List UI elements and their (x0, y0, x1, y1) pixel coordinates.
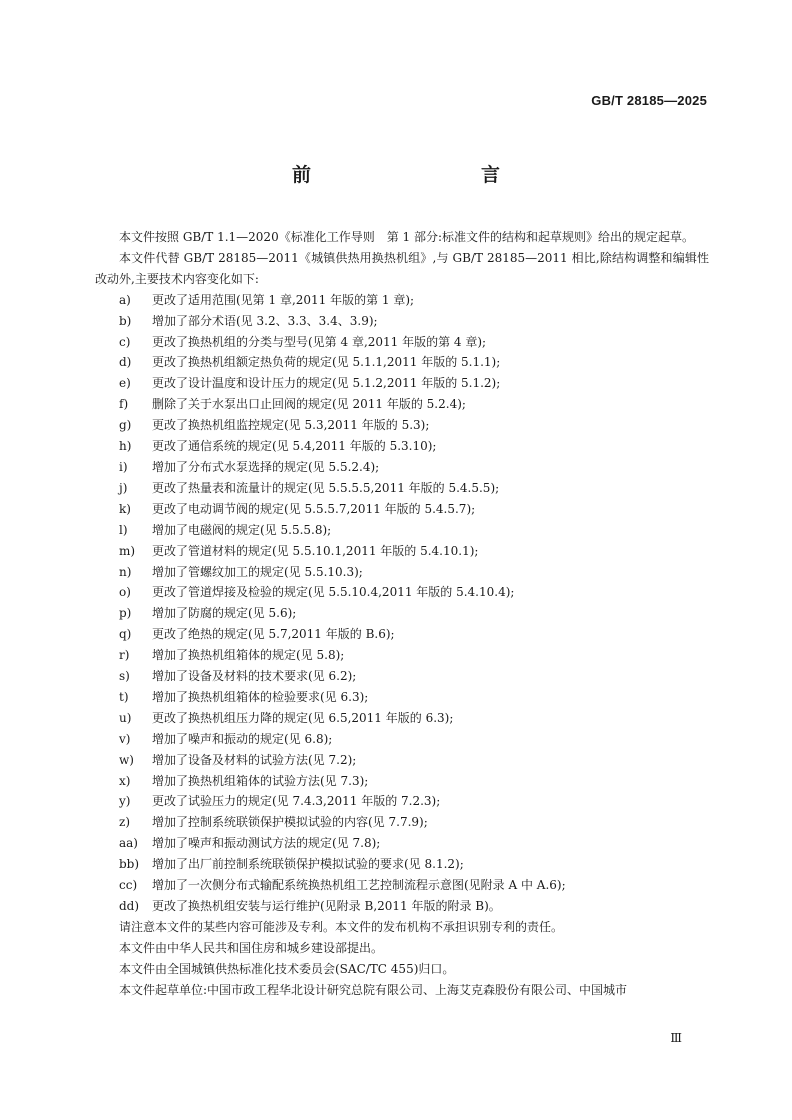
change-item-text: 增加了换热机组箱体的试验方法(见 7.3); (152, 773, 369, 788)
change-item-text: 更改了适用范围(见第 1 章,2011 年版的第 1 章); (152, 292, 415, 307)
change-item (95, 436, 709, 457)
change-item-label: a) (119, 292, 131, 307)
change-item-label: aa) (119, 836, 138, 851)
change-item-text: 更改了换热机组的分类与型号(见第 4 章,2011 年版的第 4 章); (152, 334, 487, 349)
change-item-label: h) (119, 439, 132, 454)
intro-paragraph: 本文件按照 GB/T 1.1—2020《标准化工作导则 第 1 部分:标准文件的结构和起草规则》给出的规定起草。 (119, 230, 695, 244)
change-item (95, 499, 709, 520)
change-item-text: 更改了通信系统的规定(见 5.4,2011 年版的 5.3.10); (152, 439, 437, 454)
change-item-text: 更改了绝热的规定(见 5.7,2011 年版的 B.6); (152, 627, 395, 642)
change-item-label: p) (119, 606, 132, 621)
change-item (95, 666, 709, 687)
change-item-label: g) (119, 418, 132, 433)
change-item-label: f) (119, 397, 129, 412)
change-item-text: 增加了管螺纹加工的规定(见 5.5.10.3); (152, 564, 363, 579)
change-item-text: 增加了分布式水泵选择的规定(见 5.5.2.4); (152, 459, 380, 474)
change-item-text: 增加了防腐的规定(见 5.6); (152, 606, 297, 621)
change-list (95, 290, 709, 917)
change-item (95, 645, 709, 666)
document-body (95, 227, 709, 1001)
change-item (95, 729, 709, 750)
change-item (95, 812, 709, 833)
change-item-text: 更改了换热机组监控规定(见 5.3,2011 年版的 5.3); (152, 418, 430, 433)
change-item-text: 增加了噪声和振动测试方法的规定(见 7.8); (152, 836, 381, 851)
change-item (95, 687, 709, 708)
change-item-label: q) (119, 627, 132, 642)
change-item-label: u) (119, 710, 132, 725)
change-item-label: bb) (119, 857, 140, 872)
change-item (95, 896, 709, 917)
change-item-label: j) (119, 480, 128, 495)
change-item-label: y) (119, 794, 131, 809)
change-item-text: 增加了换热机组箱体的检验要求(见 6.3); (152, 689, 369, 704)
change-item-label: r) (119, 648, 130, 663)
change-item (95, 750, 709, 771)
change-item (95, 373, 709, 394)
intro-paragraph: 本文件代替 GB/T 28185—2011《城镇供热用换热机组》,与 GB/T 28185—2011 相比,除结构调整和编辑性改动外,主要技术内容变化如下: (95, 250, 709, 286)
change-item-text: 增加了噪声和振动的规定(见 6.8); (152, 731, 333, 746)
change-item-text: 增加了出厂前控制系统联锁保护模拟试验的要求(见 8.1.2); (152, 857, 464, 872)
change-item (95, 541, 709, 562)
change-item (95, 624, 709, 645)
page-title: 前 言 (291, 164, 544, 186)
change-item-label: e) (119, 376, 131, 391)
change-item-label: i) (119, 459, 128, 474)
change-item-text: 更改了试验压力的规定(见 7.4.3,2011 年版的 7.2.3); (152, 794, 441, 809)
change-item (95, 290, 709, 311)
change-item-text: 删除了关于水泵出口止回阀的规定(见 2011 年版的 5.2.4); (152, 397, 466, 412)
change-item-text: 增加了设备及材料的试验方法(见 7.2); (152, 752, 357, 767)
change-item-label: c) (119, 334, 131, 349)
change-item (95, 352, 709, 373)
change-item-text: 增加了一次侧分布式输配系统换热机组工艺控制流程示意图(见附录 A 中 A.6); (152, 878, 566, 893)
change-item-label: s) (119, 669, 130, 684)
change-item (95, 562, 709, 583)
change-item-text: 更改了热量表和流量计的规定(见 5.5.5.5,2011 年版的 5.4.5.5); (152, 480, 500, 495)
closing-paragraph: 请注意本文件的某些内容可能涉及专利。本文件的发布机构不承担识别专利的责任。 (119, 919, 564, 934)
standard-code: GB/T 28185—2025 (591, 93, 707, 108)
change-item-label: cc) (119, 878, 138, 893)
change-item (95, 457, 709, 478)
change-item-text: 增加了电磁阀的规定(见 5.5.5.8); (152, 522, 332, 537)
closing-paragraph: 本文件由全国城镇供热标准化技术委员会(SAC/TC 455)归口。 (119, 961, 455, 976)
change-item (95, 415, 709, 436)
change-item (95, 875, 709, 896)
change-item-text: 更改了换热机组额定热负荷的规定(见 5.1.1,2011 年版的 5.1.1); (152, 355, 501, 370)
change-item-label: v) (119, 731, 131, 746)
change-item (95, 478, 709, 499)
change-item-text: 增加了换热机组箱体的规定(见 5.8); (152, 648, 345, 663)
change-item (95, 582, 709, 603)
change-item (95, 520, 709, 541)
change-item-label: x) (119, 773, 131, 788)
change-item-text: 更改了管道焊接及检验的规定(见 5.5.10.4,2011 年版的 5.4.10.4); (152, 585, 515, 600)
change-item-label: n) (119, 564, 132, 579)
change-item-text: 更改了管道材料的规定(见 5.5.10.1,2011 年版的 5.4.10.1); (152, 543, 479, 558)
change-item-label: m) (119, 543, 136, 558)
change-item-label: o) (119, 585, 131, 600)
closing-paragraph: 本文件起草单位:中国市政工程华北设计研究总院有限公司、上海艾克森股份有限公司、中国城市 (119, 982, 628, 997)
change-item (95, 311, 709, 332)
change-item (95, 771, 709, 792)
change-item-label: dd) (119, 899, 140, 913)
change-item (95, 332, 709, 353)
change-item-label: k) (119, 501, 131, 516)
change-item-label: l) (119, 522, 128, 537)
change-item (95, 394, 709, 415)
change-item (95, 833, 709, 854)
change-item-label: w) (119, 752, 134, 767)
change-item-label: d) (119, 355, 132, 370)
change-item-label: t) (119, 689, 129, 704)
change-item-text: 更改了设计温度和设计压力的规定(见 5.1.2,2011 年版的 5.1.2); (152, 376, 501, 391)
change-item-text: 增加了部分术语(见 3.2、3.3、3.4、3.9); (152, 313, 378, 328)
change-item (95, 791, 709, 812)
closing-paragraph: 本文件由中华人民共和国住房和城乡建设部提出。 (119, 940, 384, 955)
change-item (95, 854, 709, 875)
change-item-label: b) (119, 313, 132, 328)
change-item-label: z) (119, 815, 131, 830)
change-item-text: 更改了电动调节阀的规定(见 5.5.5.7,2011 年版的 5.4.5.7); (152, 501, 476, 516)
change-item-text: 更改了换热机组安装与运行维护(见附录 B,2011 年版的附录 B)。 (152, 899, 501, 913)
change-item-text: 更改了换热机组压力降的规定(见 6.5,2011 年版的 6.3); (152, 710, 454, 725)
page-number: Ⅲ (670, 1031, 682, 1045)
change-item (95, 708, 709, 729)
change-item-text: 增加了设备及材料的技术要求(见 6.2); (152, 669, 357, 684)
change-item-text: 增加了控制系统联锁保护模拟试验的内容(见 7.7.9); (152, 815, 428, 830)
change-item (95, 603, 709, 624)
